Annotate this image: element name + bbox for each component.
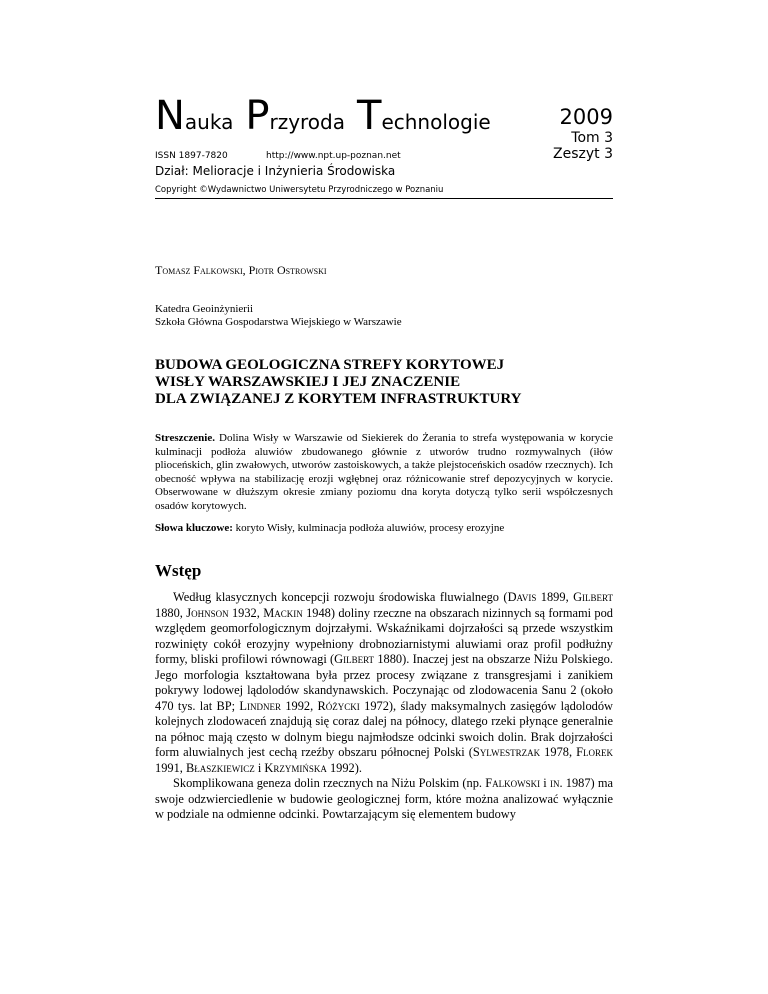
citation-author: Mackin (263, 605, 303, 620)
keywords (155, 522, 613, 536)
citation-author: Falkowski (485, 776, 541, 790)
article-title-line: DLA ZWIĄZANEJ Z KORYTEM INFRASTRUKTURY (155, 391, 522, 407)
journal-url[interactable]: http://www.npt.up-poznan.net (266, 151, 401, 161)
keywords-label: Słowa kluczowe: (155, 522, 233, 534)
keywords-text: koryto Wisły, kulminacja podłoża aluwiów, procesy erozyjne (235, 522, 505, 534)
citation-author: in. (549, 776, 563, 790)
issue: Zeszyt 3 (553, 146, 613, 163)
body-text (155, 590, 613, 823)
citation-author: Florek (576, 745, 613, 759)
citation-author: Lindner (239, 698, 281, 713)
abstract (155, 432, 613, 513)
citation-author: Davis (507, 590, 537, 604)
year: 2009 (559, 105, 613, 129)
citation-author: Różycki (317, 698, 360, 713)
journal-title (155, 93, 503, 139)
body-paragraph: Według klasycznych koncepcji rozwoju środowiska fluwialnego (Davis 1899, Gilbert 1880, Johnson 1932, Mackin 1948) doliny rzeczne na obszarach nizinnych są formami pod względem geomorfologicznym dojrzałymi. Wskaźnikami dojrzałości są przede wszystkim rozwinięty cokół erozyjny wypełniony drobnoziarnistymi aluwiami oraz profil podłużny formy, bliski profilowi równowagi (Gilbert 1880). Inaczej jest na obszarze Niżu Polskiego. Jego morfologia kształtowana była przez procesy związane z transgresjami i zanikiem pokrywy lodowej lądolodów skandynawskich. Poczynając od zlodowacenia Sanu 2 (około 470 tys. lat BP; Lindner 1992, Różycki 1972), ślady maksymalnych zasięgów lądolodów kolejnych zlodowaceń znajdują się coraz dalej na północy, dlatego rzeki płynące generalnie na północ mają często w dolnym biegu najmłodsze odcinki swoich dolin. Brak dojrzałości form aluwialnych jest cechą rzeźby obszaru północnej Polski (Sylwestrzak 1978, Florek 1991, Błaszkiewicz i Krzymińska 1992). (155, 590, 614, 775)
journal-title-rest-1: auka (184, 110, 234, 134)
journal-section: Dział: Melioracje i Inżynieria Środowiska (155, 164, 396, 178)
issn: ISSN 1897-7820 (155, 151, 228, 161)
journal-title-initial-3: T (357, 93, 382, 139)
journal-title-rest-2: rzyroda (269, 110, 345, 134)
journal-title-initial-1: N (155, 93, 185, 139)
citation-author: Johnson (186, 605, 229, 620)
article-title-line: WISŁY WARSZAWSKIEJ I JEJ ZNACZENIE (155, 374, 461, 390)
copyright: Copyright ©Wydawnictwo Uniwersytetu Przyrodniczego w Poznaniu (155, 185, 444, 195)
abstract-label: Streszczenie. (155, 432, 215, 444)
journal-title-initial-2: P (245, 93, 270, 139)
citation-author: Gilbert (334, 652, 375, 666)
journal-title-rest-3: echnologie (381, 110, 491, 134)
affiliation (155, 303, 402, 329)
article-title (155, 357, 522, 408)
issue-info (553, 104, 613, 162)
abstract-text: Dolina Wisły w Warszawie od Siekierek do Żerania to strefa występowania w korycie kulminacji podłoża aluwiów zbudowanego głównie z utworów trudno rozmywalnych (iłów plioceńskich, glin zwałowych, utworów zastoiskowych, a także plejstoceńskich osadów rzecznych). Ich obecność wpływa na stabilizację erozji wgłębnej oraz różnicowanie stref depozycyjnych w korycie. Obserwowane w dłuższym okresie zmiany poziomu dna koryta dotyczą tylko serii współczesnych osadów korytowych. (155, 432, 613, 512)
body-paragraph: Skomplikowana geneza dolin rzecznych na Niżu Polskim (np. Falkowski i in. 1987) ma swoje odzwierciedlenie w budowie geologicznej form, które można analizować wyłącznie w podziale na odmienne odcinki. Powtarzającym się elementem budowy (155, 776, 614, 821)
article-title-line: BUDOWA GEOLOGICZNA STREFY KORYTOWEJ (155, 357, 505, 373)
volume: Tom 3 (571, 130, 613, 147)
citation-author: Gilbert (573, 590, 613, 604)
header-divider (155, 198, 613, 199)
affiliation-line: Szkoła Główna Gospodarstwa Wiejskiego w Warszawie (155, 316, 402, 328)
citation-author: Sylwestrzak (472, 745, 541, 759)
journal-meta (155, 151, 401, 161)
citation-author: Krzymińska (264, 760, 327, 775)
affiliation-line: Katedra Geoinżynierii (155, 303, 254, 315)
citation-author: Błaszkiewicz (185, 760, 255, 775)
section-heading: Wstęp (155, 561, 202, 580)
authors: Tomasz Falkowski, Piotr Ostrowski (155, 263, 327, 277)
